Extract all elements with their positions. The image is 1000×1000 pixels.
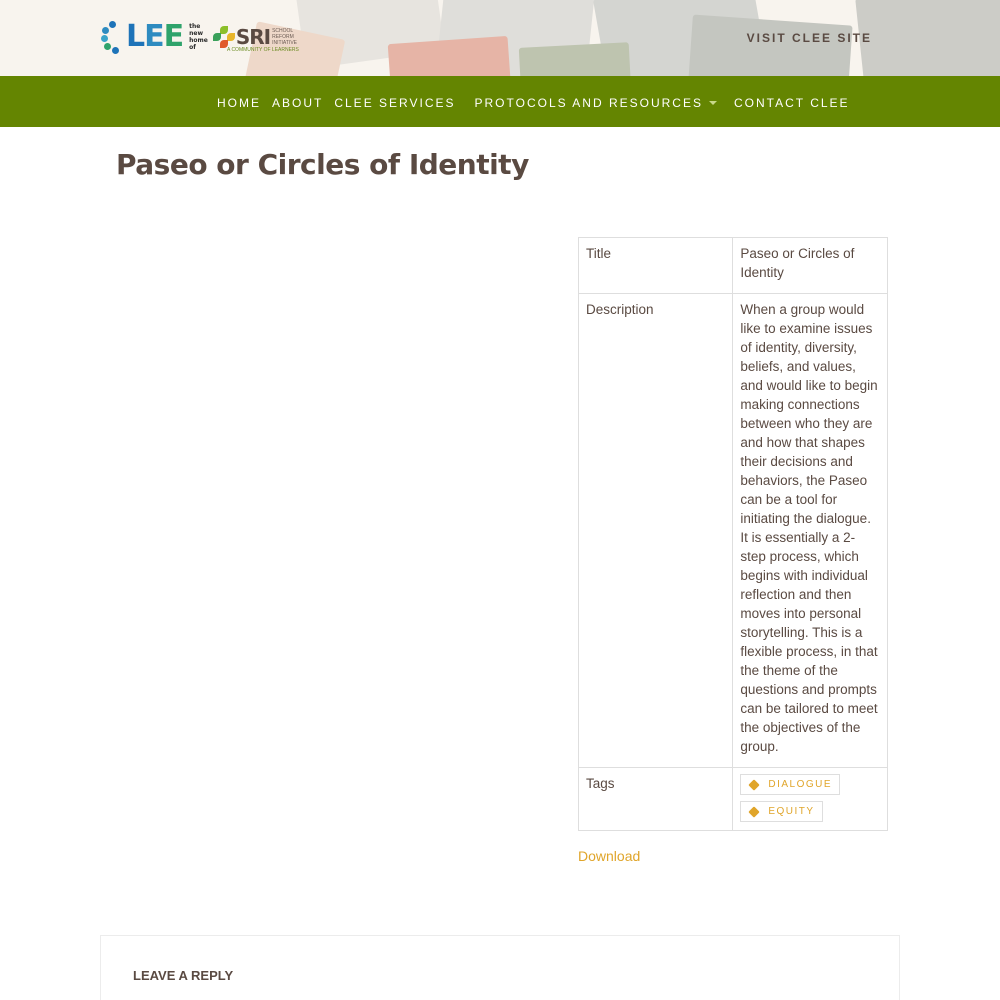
reply-heading: LEAVE A REPLY (133, 968, 234, 983)
nav-item-contact-clee[interactable]: CONTACT CLEE (733, 96, 850, 110)
sri-subtitle: SCHOOL REFORM INITIATIVE (272, 28, 298, 46)
tag-icon (749, 779, 760, 790)
sri-wordmark: SRI (235, 25, 271, 49)
row-label-title: Title (579, 238, 733, 294)
row-value-title: Paseo or Circles of Identity (733, 238, 888, 294)
tag-icon (749, 806, 760, 817)
row-label-description: Description (579, 294, 733, 768)
reply-section (100, 935, 900, 1000)
tag-label: EQUITY (768, 806, 815, 817)
row-value-description: When a group would like to examine issues of identity, diversity, beliefs, and values, and would like to begin making connections between who they are and how that shapes their decisions and behaviors, the Paseo can be a tool for initiating the dialogue. It is essentially a 2-step process, which begins with individual reflection and then moves into personal storytelling. This is a flexible process, in that the theme of the questions and prompts can be tailored to meet the objectives of the group. (733, 294, 888, 768)
sri-tagline: A COMMUNITY OF LEARNERS (227, 47, 299, 53)
nav-item-clee-services[interactable]: CLEE SERVICES (334, 96, 456, 110)
clee-mark-icon (101, 21, 125, 53)
nav-item-about[interactable]: ABOUT (272, 96, 324, 110)
clee-letter: L (126, 19, 145, 54)
new-home-text: the new home of (189, 23, 208, 51)
table-row (579, 768, 888, 831)
header-banner (0, 0, 1000, 76)
clee-letter: E (163, 19, 184, 54)
clee-letter: E (144, 19, 164, 54)
nav-item-label: PROTOCOLS AND RESOURCES (474, 96, 703, 110)
table-row (579, 294, 888, 768)
visit-clee-site-link[interactable]: VISIT CLEE SITE (746, 31, 872, 45)
main-nav (0, 76, 1000, 127)
tag-label: DIALOGUE (768, 779, 833, 790)
tag-dialogue[interactable] (740, 774, 840, 795)
row-value-tags (733, 768, 888, 831)
sri-flower-icon (213, 26, 235, 48)
resource-details-table (578, 237, 888, 831)
site-logo[interactable] (101, 19, 297, 55)
row-label-tags: Tags (579, 768, 733, 831)
nav-item-protocols-and-resources[interactable] (475, 96, 717, 110)
caret-down-icon (709, 101, 717, 105)
tag-equity[interactable] (740, 801, 822, 822)
download-link[interactable]: Download (578, 848, 641, 864)
page-title: Paseo or Circles of Identity (116, 148, 529, 181)
nav-item-home[interactable]: HOME (217, 96, 261, 110)
table-row (579, 238, 888, 294)
clee-wordmark (126, 21, 183, 53)
